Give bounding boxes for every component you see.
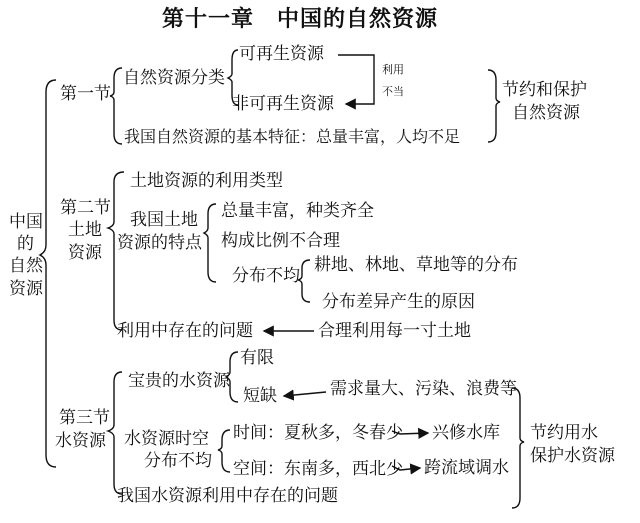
section2-traits-line2: 资源的特点 <box>117 233 202 253</box>
classification-brace <box>228 50 238 105</box>
section3-conserve-line1: 节约用水 <box>530 423 598 443</box>
section1-misuse-line2: 不当 <box>382 85 404 98</box>
section2-uneven2: 分布差异产生的原因 <box>322 292 475 312</box>
uneven-brace <box>298 260 310 302</box>
section3-transfer: 跨流域调水 <box>424 458 509 478</box>
section3-label-line1: 第三节 <box>59 408 110 428</box>
section2-uneven1: 耕地、林地、草地等的分布 <box>314 255 518 275</box>
section3-brace <box>108 372 122 494</box>
misuse-arrow <box>338 55 374 104</box>
section1-classification: 自然资源分类 <box>123 68 225 88</box>
section2-label-line3: 资源 <box>68 243 102 263</box>
section3-limited: 有限 <box>240 348 274 368</box>
section1-features: 我国自然资源的基本特征：总量丰富，人均不足 <box>124 127 461 146</box>
section1-brace <box>110 68 122 144</box>
section2-types: 土地资源的利用类型 <box>130 171 283 191</box>
reservoir-arrow <box>392 431 428 434</box>
root-label-line4: 资源 <box>9 279 43 299</box>
section3-reservoir: 兴修水库 <box>432 423 500 443</box>
section1-nonrenewable: 非可再生资源 <box>232 94 334 114</box>
section3-spatio-line1: 水资源时空 <box>124 429 209 449</box>
section1-misuse-line1: 利用 <box>382 63 404 76</box>
section1-conserve-brace <box>488 70 500 142</box>
root-label-line2: 的 <box>17 234 34 254</box>
section1-conserve-line1: 节约和保护 <box>502 80 587 100</box>
section3-conserve-line2: 保护水资源 <box>530 446 615 466</box>
precious-brace <box>226 352 238 402</box>
section1-label: 第一节 <box>60 84 111 104</box>
section3-space: 空间：东南多，西北少 <box>233 459 403 479</box>
section3-problems: 我国水资源利用中存在的问题 <box>117 486 338 506</box>
root-brace <box>40 80 56 467</box>
section2-solution: 合理利用每一寸土地 <box>318 321 471 341</box>
section3-shortage: 短缺 <box>243 386 277 406</box>
section1-renewable: 可再生资源 <box>239 44 324 64</box>
section3-causes: 需求量大、污染、浪费等 <box>330 379 517 399</box>
spatio-brace <box>218 430 230 472</box>
section2-trait2: 构成比例不合理 <box>221 231 340 251</box>
section3-time: 时间：夏秋多，冬春少 <box>233 423 403 443</box>
section2-brace <box>108 172 124 330</box>
section1-conserve-line2: 自然资源 <box>512 103 580 123</box>
section3-spatio-line2: 分布不均 <box>144 451 212 471</box>
section3-conserve-brace <box>512 388 524 508</box>
section2-label-line1: 第二节 <box>60 198 111 218</box>
page-title: 第十一章 中国的自然资源 <box>162 6 439 32</box>
section2-label-line2: 土地 <box>68 220 102 240</box>
section2-uneven: 分布不均 <box>232 266 300 286</box>
section2-trait1: 总量丰富，种类齐全 <box>221 201 374 221</box>
section3-label-line2: 水资源 <box>55 431 106 451</box>
section2-traits-line1: 我国土地 <box>130 210 198 230</box>
shortage-arrow <box>284 392 326 396</box>
section2-problems: 利用中存在的问题 <box>117 321 253 341</box>
root-label-line3: 自然 <box>9 256 43 276</box>
root-label-line1: 中国 <box>9 212 43 232</box>
transfer-arrow <box>392 466 420 470</box>
traits-brace <box>204 204 216 282</box>
section3-precious: 宝贵的水资源 <box>128 371 230 391</box>
